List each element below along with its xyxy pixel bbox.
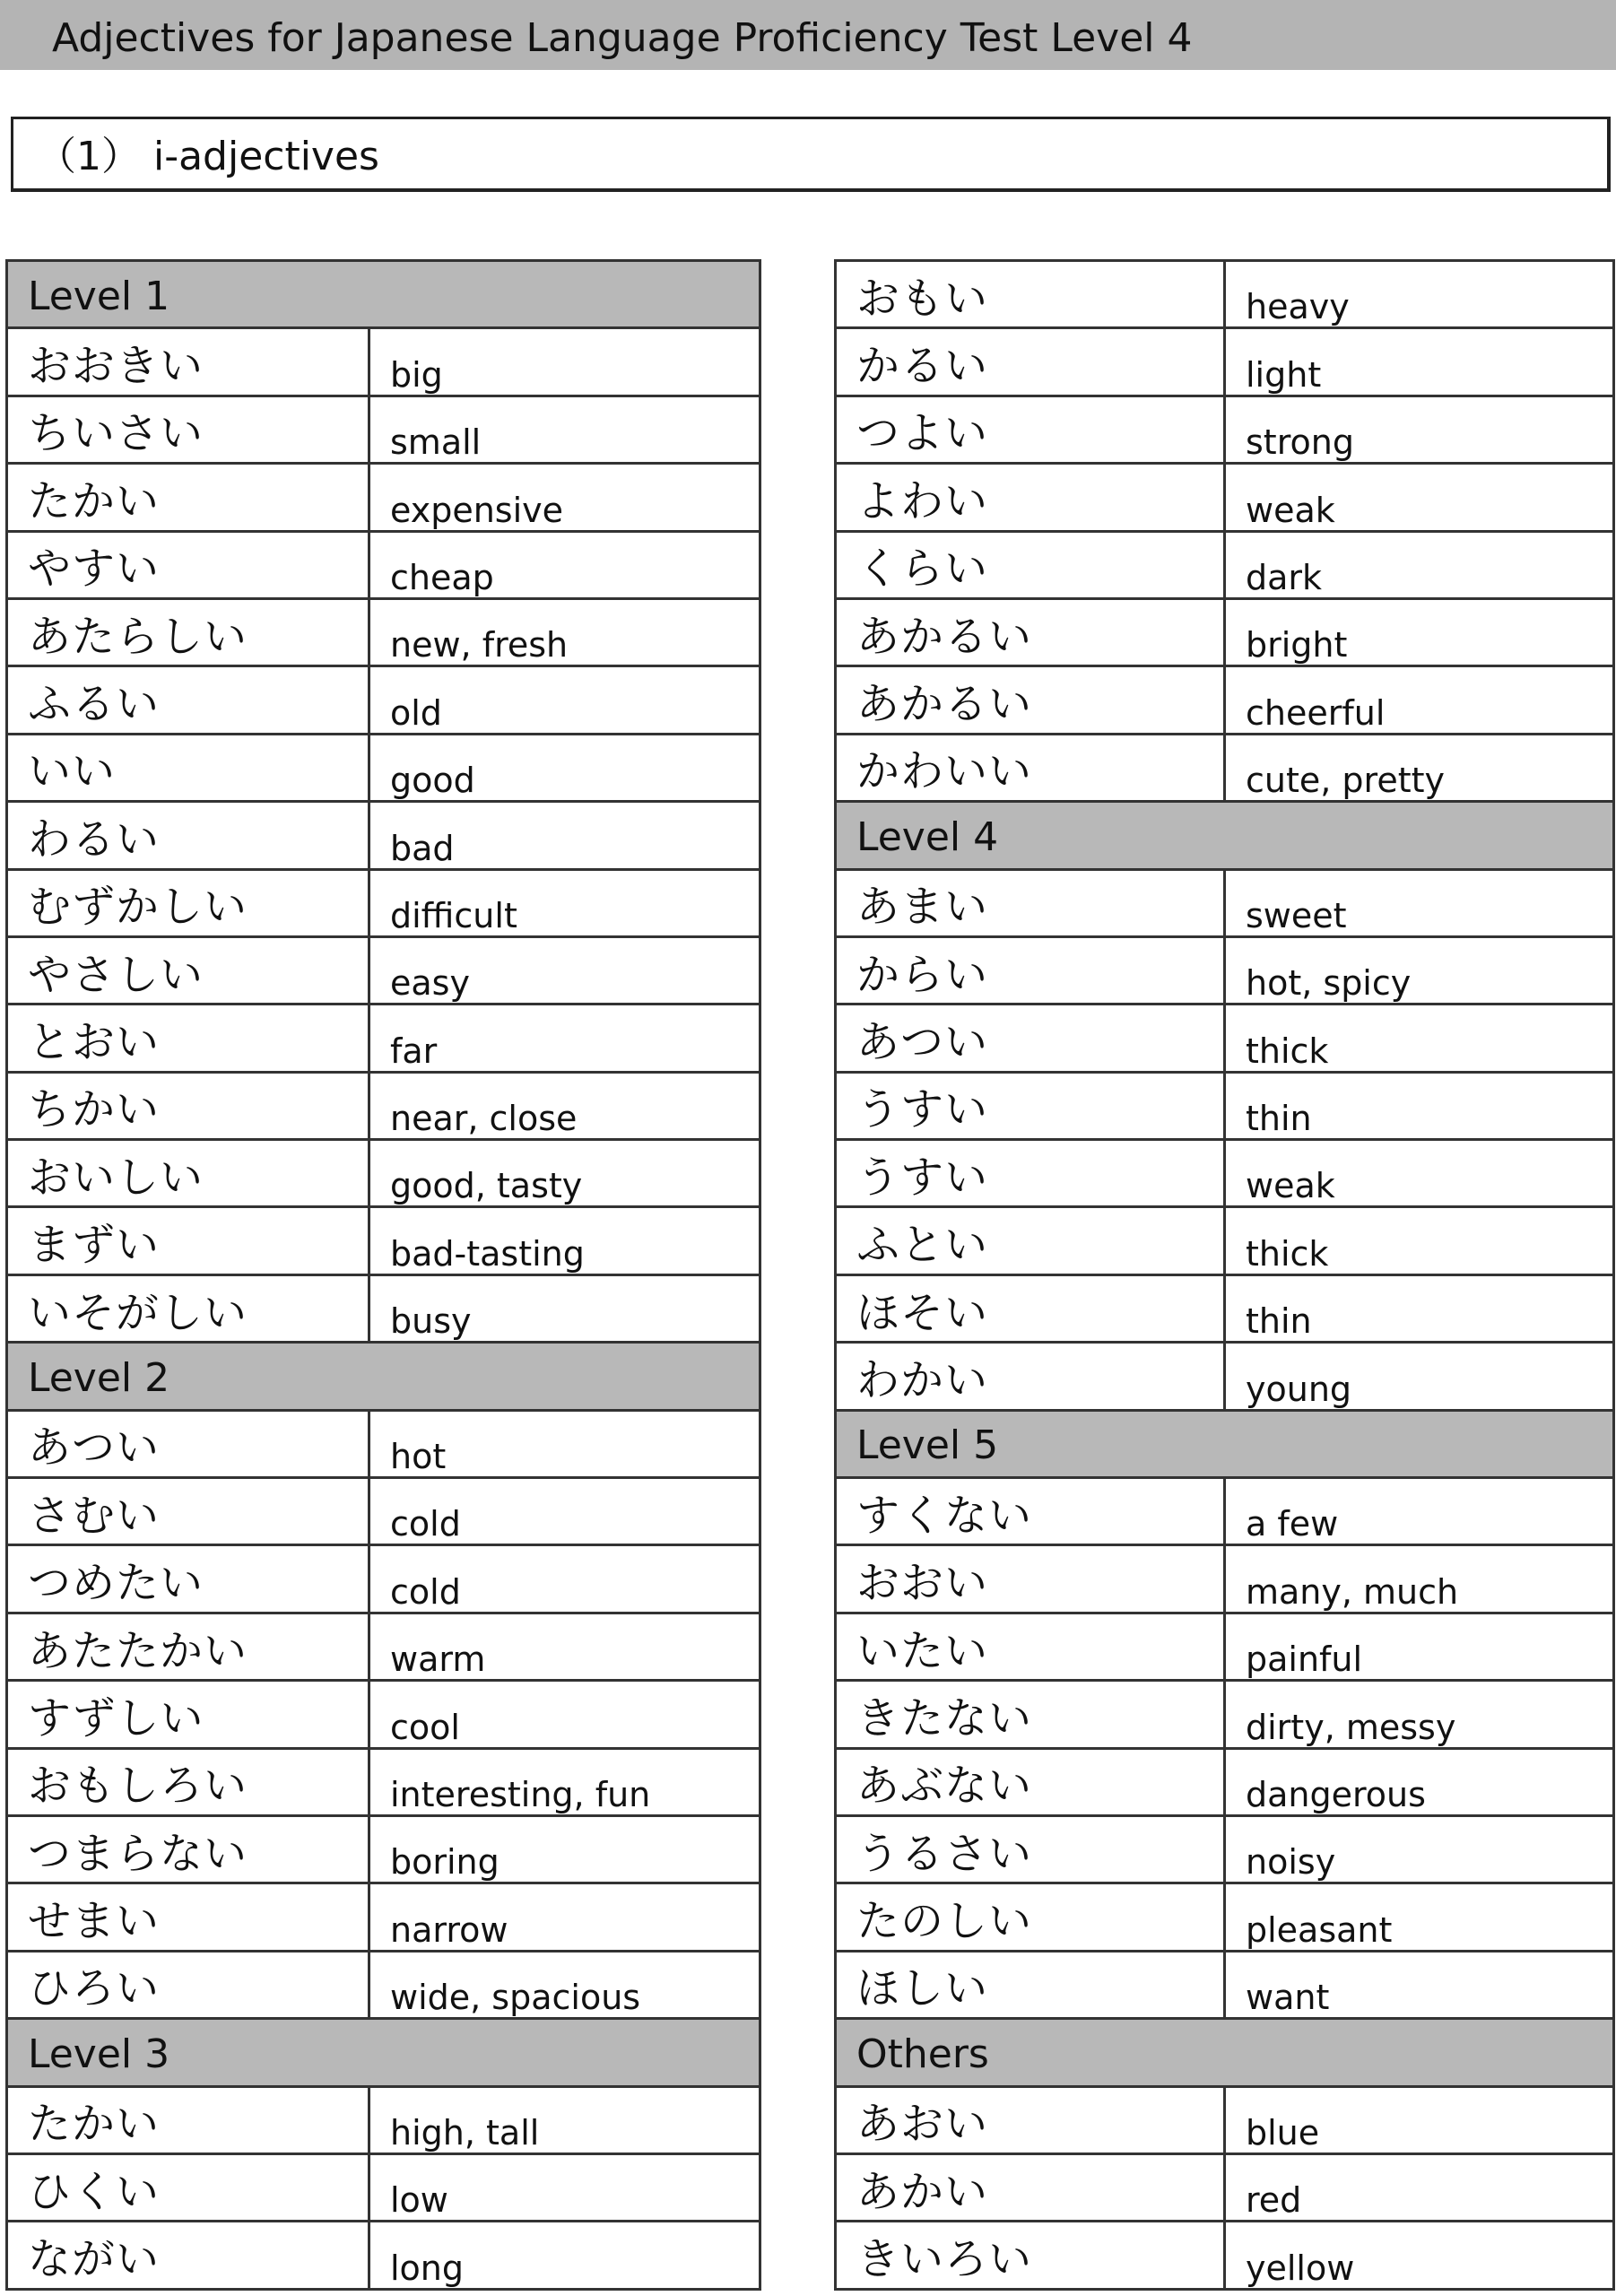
japanese-word: すくない [836, 1478, 1225, 1545]
table-row [7, 1072, 760, 1139]
japanese-word: いたい [836, 1613, 1225, 1680]
table-row [836, 598, 1614, 665]
japanese-word: わるい [7, 802, 369, 869]
english-meaning: new, fresh [369, 598, 760, 665]
table-row [7, 936, 760, 1004]
english-meaning: good [369, 734, 760, 801]
table-row [7, 1681, 760, 1748]
table-row [836, 1681, 1614, 1748]
japanese-word: つめたい [7, 1545, 369, 1613]
table-row [7, 328, 760, 396]
japanese-word: たのしい [836, 1883, 1225, 1951]
english-meaning: thin [1225, 1072, 1614, 1139]
table-row [836, 734, 1614, 801]
english-meaning: busy [369, 1274, 760, 1342]
japanese-word: やさしい [7, 936, 369, 1004]
english-meaning: cool [369, 1681, 760, 1748]
english-meaning: sweet [1225, 869, 1614, 936]
japanese-word: あかい [836, 2153, 1225, 2221]
english-meaning: cold [369, 1478, 760, 1545]
level-header-label: Level 3 [7, 2019, 760, 2086]
level-header-label: Level 4 [836, 802, 1614, 869]
table-row [836, 464, 1614, 531]
english-meaning: warm [369, 1613, 760, 1680]
japanese-word: かわいい [836, 734, 1225, 801]
english-meaning: dark [1225, 531, 1614, 598]
table-row [836, 2086, 1614, 2153]
table-row [836, 1815, 1614, 1883]
english-meaning: thin [1225, 1274, 1614, 1342]
english-meaning: pleasant [1225, 1883, 1614, 1951]
japanese-word: おおきい [7, 328, 369, 396]
english-meaning: easy [369, 936, 760, 1004]
table-row [7, 2086, 760, 2153]
english-meaning: strong [1225, 396, 1614, 463]
japanese-word: あかるい [836, 598, 1225, 665]
table-row [836, 2222, 1614, 2289]
japanese-word: くらい [836, 531, 1225, 598]
japanese-word: まずい [7, 1207, 369, 1274]
english-meaning: bad-tasting [369, 1207, 760, 1274]
japanese-word: むずかしい [7, 869, 369, 936]
table-row [836, 261, 1614, 328]
level-header-row [836, 2019, 1614, 2086]
japanese-word: ひろい [7, 1951, 369, 2018]
japanese-word: いそがしい [7, 1274, 369, 1342]
japanese-word: あつい [7, 1410, 369, 1477]
level-header-label: Others [836, 2019, 1614, 2086]
japanese-word: きたない [836, 1681, 1225, 1748]
table-row [7, 1410, 760, 1477]
english-meaning: thick [1225, 1004, 1614, 1072]
english-meaning: painful [1225, 1613, 1614, 1680]
english-meaning: narrow [369, 1883, 760, 1951]
section-heading: （1） i-adjectives [11, 117, 1611, 192]
level-header-row [836, 802, 1614, 869]
japanese-word: とおい [7, 1004, 369, 1072]
table-row [836, 396, 1614, 463]
table-row [7, 1748, 760, 1815]
japanese-word: ちいさい [7, 396, 369, 463]
table-row [7, 1545, 760, 1613]
table-row [7, 464, 760, 531]
japanese-word: わかい [836, 1343, 1225, 1410]
level-header-label: Level 2 [7, 1343, 760, 1410]
table-row [7, 1951, 760, 2018]
english-meaning: want [1225, 1951, 1614, 2018]
table-row [836, 1613, 1614, 1680]
japanese-word: おいしい [7, 1140, 369, 1207]
table-row [836, 1883, 1614, 1951]
level-header-row [7, 261, 760, 328]
english-meaning: cheap [369, 531, 760, 598]
japanese-word: あたたかい [7, 1613, 369, 1680]
table-row [836, 2153, 1614, 2221]
vocab-table-left [5, 259, 761, 2291]
english-meaning: red [1225, 2153, 1614, 2221]
table-row [7, 802, 760, 869]
document-title: Adjectives for Japanese Language Proficiency Test Level 4 [0, 0, 1616, 70]
table-row [836, 1207, 1614, 1274]
english-meaning: cold [369, 1545, 760, 1613]
japanese-word: うるさい [836, 1815, 1225, 1883]
japanese-word: たかい [7, 2086, 369, 2153]
japanese-word: せまい [7, 1883, 369, 1951]
table-row [836, 1748, 1614, 1815]
english-meaning: young [1225, 1343, 1614, 1410]
japanese-word: あつい [836, 1004, 1225, 1072]
english-meaning: heavy [1225, 261, 1614, 328]
japanese-word: さむい [7, 1478, 369, 1545]
table-row [7, 598, 760, 665]
english-meaning: noisy [1225, 1815, 1614, 1883]
english-meaning: small [369, 396, 760, 463]
table-row [7, 734, 760, 801]
japanese-word: おもしろい [7, 1748, 369, 1815]
japanese-word: すずしい [7, 1681, 369, 1748]
table-row [7, 666, 760, 734]
japanese-word: ながい [7, 2222, 369, 2289]
table-row [7, 1004, 760, 1072]
table-row [836, 1951, 1614, 2018]
japanese-word: ちかい [7, 1072, 369, 1139]
table-row [7, 2222, 760, 2289]
japanese-word: ほそい [836, 1274, 1225, 1342]
english-meaning: dangerous [1225, 1748, 1614, 1815]
japanese-word: ひくい [7, 2153, 369, 2221]
table-row [836, 1072, 1614, 1139]
level-header-label: Level 1 [7, 261, 760, 328]
english-meaning: wide, spacious [369, 1951, 760, 2018]
table-row [7, 1207, 760, 1274]
english-meaning: good, tasty [369, 1140, 760, 1207]
table-row [836, 531, 1614, 598]
japanese-word: きいろい [836, 2222, 1225, 2289]
table-row [836, 1140, 1614, 1207]
english-meaning: interesting, fun [369, 1748, 760, 1815]
english-meaning: big [369, 328, 760, 396]
english-meaning: blue [1225, 2086, 1614, 2153]
table-row [836, 936, 1614, 1004]
english-meaning: bright [1225, 598, 1614, 665]
japanese-word: つまらない [7, 1815, 369, 1883]
english-meaning: weak [1225, 1140, 1614, 1207]
table-row [836, 1545, 1614, 1613]
japanese-word: やすい [7, 531, 369, 598]
english-meaning: many, much [1225, 1545, 1614, 1613]
english-meaning: high, tall [369, 2086, 760, 2153]
english-meaning: a few [1225, 1478, 1614, 1545]
japanese-word: あおい [836, 2086, 1225, 2153]
table-row [7, 1274, 760, 1342]
english-meaning: old [369, 666, 760, 734]
english-meaning: cheerful [1225, 666, 1614, 734]
english-meaning: thick [1225, 1207, 1614, 1274]
table-row [7, 869, 760, 936]
table-row [7, 396, 760, 463]
japanese-word: いい [7, 734, 369, 801]
japanese-word: ふとい [836, 1207, 1225, 1274]
vocab-table-right [834, 259, 1615, 2291]
table-row [836, 1343, 1614, 1410]
table-row [7, 1140, 760, 1207]
level-header-label: Level 5 [836, 1410, 1614, 1477]
level-header-row [7, 1343, 760, 1410]
english-meaning: long [369, 2222, 760, 2289]
japanese-word: たかい [7, 464, 369, 531]
table-row [7, 1815, 760, 1883]
japanese-word: あたらしい [7, 598, 369, 665]
english-meaning: bad [369, 802, 760, 869]
japanese-word: よわい [836, 464, 1225, 531]
table-row [836, 328, 1614, 396]
english-meaning: boring [369, 1815, 760, 1883]
japanese-word: おもい [836, 261, 1225, 328]
english-meaning: low [369, 2153, 760, 2221]
japanese-word: ほしい [836, 1951, 1225, 2018]
table-row [7, 1478, 760, 1545]
table-row [836, 666, 1614, 734]
japanese-word: あまい [836, 869, 1225, 936]
english-meaning: hot, spicy [1225, 936, 1614, 1004]
english-meaning: light [1225, 328, 1614, 396]
english-meaning: cute, pretty [1225, 734, 1614, 801]
japanese-word: かるい [836, 328, 1225, 396]
table-row [7, 531, 760, 598]
japanese-word: あかるい [836, 666, 1225, 734]
english-meaning: far [369, 1004, 760, 1072]
table-row [7, 1613, 760, 1680]
table-row [836, 1478, 1614, 1545]
table-row [7, 1883, 760, 1951]
japanese-word: おおい [836, 1545, 1225, 1613]
english-meaning: yellow [1225, 2222, 1614, 2289]
table-row [836, 869, 1614, 936]
japanese-word: ふるい [7, 666, 369, 734]
english-meaning: expensive [369, 464, 760, 531]
japanese-word: つよい [836, 396, 1225, 463]
japanese-word: うすい [836, 1140, 1225, 1207]
table-row [836, 1004, 1614, 1072]
japanese-word: あぶない [836, 1748, 1225, 1815]
table-row [7, 2153, 760, 2221]
english-meaning: hot [369, 1410, 760, 1477]
level-header-row [836, 1410, 1614, 1477]
table-row [836, 1274, 1614, 1342]
english-meaning: dirty, messy [1225, 1681, 1614, 1748]
japanese-word: からい [836, 936, 1225, 1004]
level-header-row [7, 2019, 760, 2086]
english-meaning: weak [1225, 464, 1614, 531]
english-meaning: difficult [369, 869, 760, 936]
english-meaning: near, close [369, 1072, 760, 1139]
japanese-word: うすい [836, 1072, 1225, 1139]
